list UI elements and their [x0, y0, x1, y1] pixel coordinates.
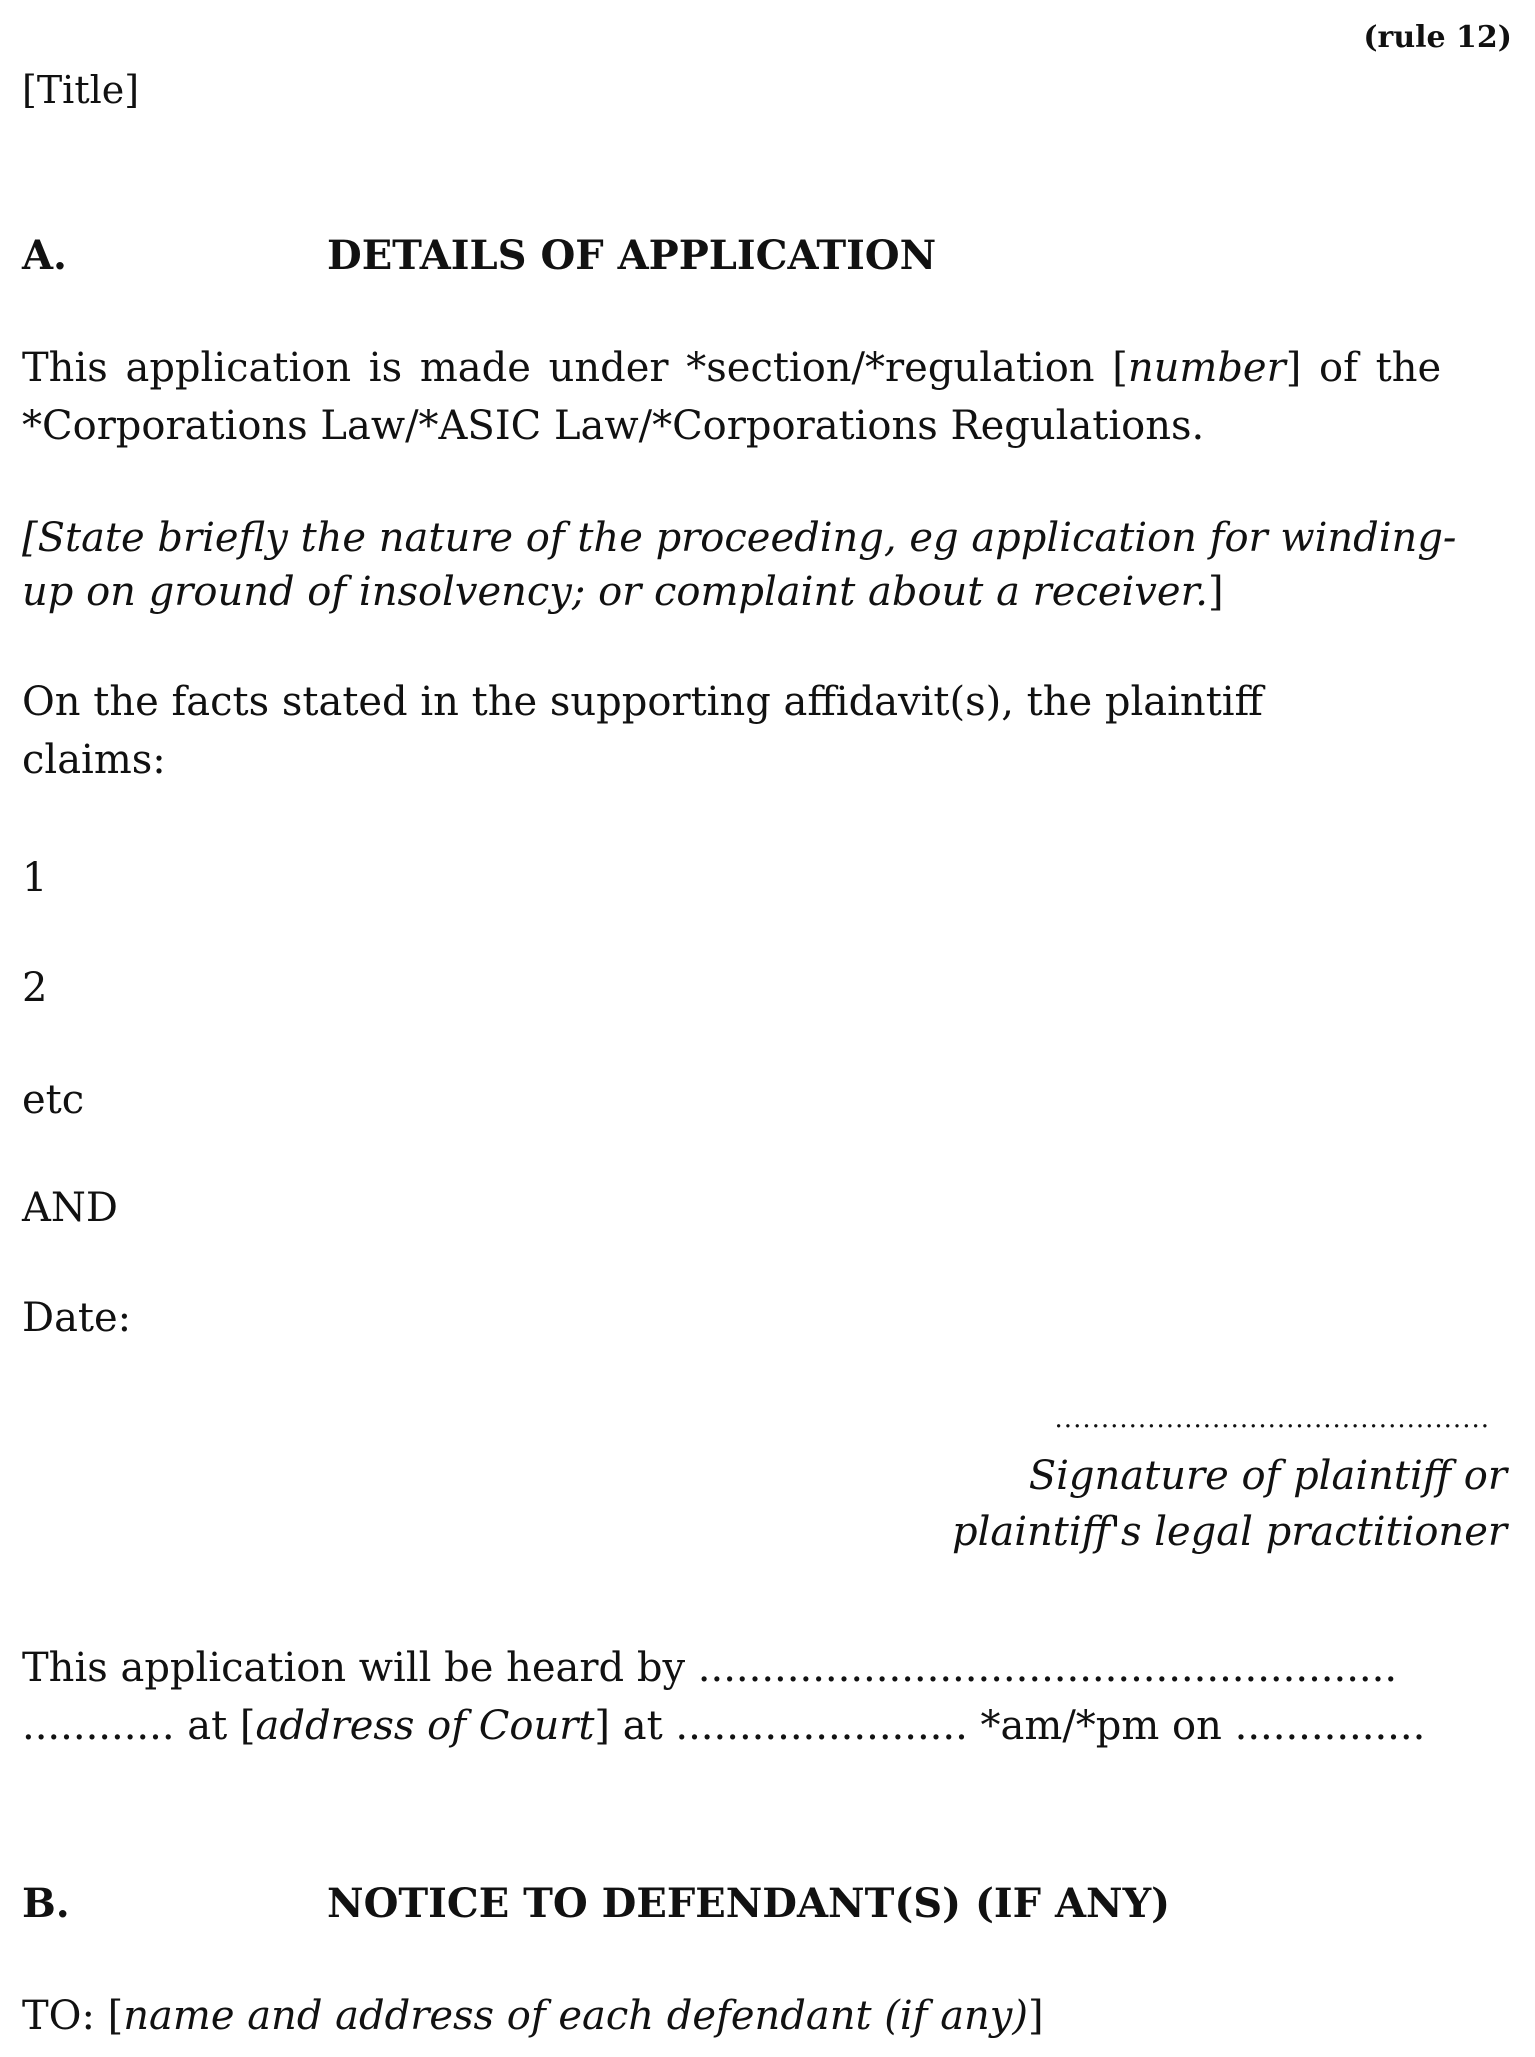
instruction-line-1: [State briefly the nature of the proceeding, eg application for winding- — [22, 515, 1457, 561]
signature-caption-line-2: plaintiff's legal practitioner — [951, 1509, 1507, 1555]
hearing-line-2-start: ............ at [ — [22, 1703, 256, 1749]
claim-item: 2 — [22, 965, 48, 1011]
claim-item: 1 — [22, 855, 48, 901]
intro-line-1-start: This application is made under *section/*regulation [ — [22, 345, 1128, 391]
facts-line-1: On the facts stated in the supporting affidavit(s), the plaintiff — [22, 679, 1263, 725]
facts-line-2: claims: — [22, 737, 166, 783]
intro-number-placeholder: number — [1127, 345, 1286, 391]
date-label: Date: — [22, 1295, 132, 1341]
court-address-placeholder: address of Court — [255, 1703, 595, 1749]
section-a-letter: A. — [22, 232, 67, 279]
instruction-line-2-text: up on ground of insolvency; or complaint about a receiver. — [22, 569, 1209, 615]
signature-line: ............................................... — [1054, 1404, 1490, 1434]
defendant-placeholder: name and address of each defendant (if any) — [123, 1993, 1029, 2039]
to-line — [22, 1988, 1044, 2044]
intro-line-1-end: ] of the — [1285, 345, 1442, 391]
section-a-heading: DETAILS OF APPLICATION — [327, 232, 937, 279]
section-b-heading: NOTICE TO DEFENDANT(S) (IF ANY) — [327, 1880, 1171, 1927]
signature-caption-line-1: Signature of plaintiff or — [1028, 1453, 1507, 1499]
claim-item: etc — [22, 1077, 85, 1123]
section-b-letter: B. — [22, 1880, 70, 1927]
hearing-line-2-end: ] at ....................... *am/*pm on ............... — [594, 1703, 1426, 1749]
to-bracket: ] — [1028, 1993, 1044, 2039]
hearing-line-1: This application will be heard by ....................................................... — [22, 1645, 1398, 1691]
to-label: TO: [ — [22, 1993, 124, 2039]
title-placeholder: [Title] — [22, 68, 140, 112]
intro-line-2: *Corporations Law/*ASIC Law/*Corporations Regulations. — [22, 403, 1205, 449]
instruction-line-2 — [22, 564, 1224, 620]
intro-line-1 — [22, 340, 1441, 396]
rule-reference: (rule 12) — [1363, 20, 1512, 55]
instruction-line-2-bracket: ] — [1208, 569, 1224, 615]
hearing-line-2 — [22, 1698, 1425, 1754]
and-label: AND — [22, 1185, 118, 1231]
